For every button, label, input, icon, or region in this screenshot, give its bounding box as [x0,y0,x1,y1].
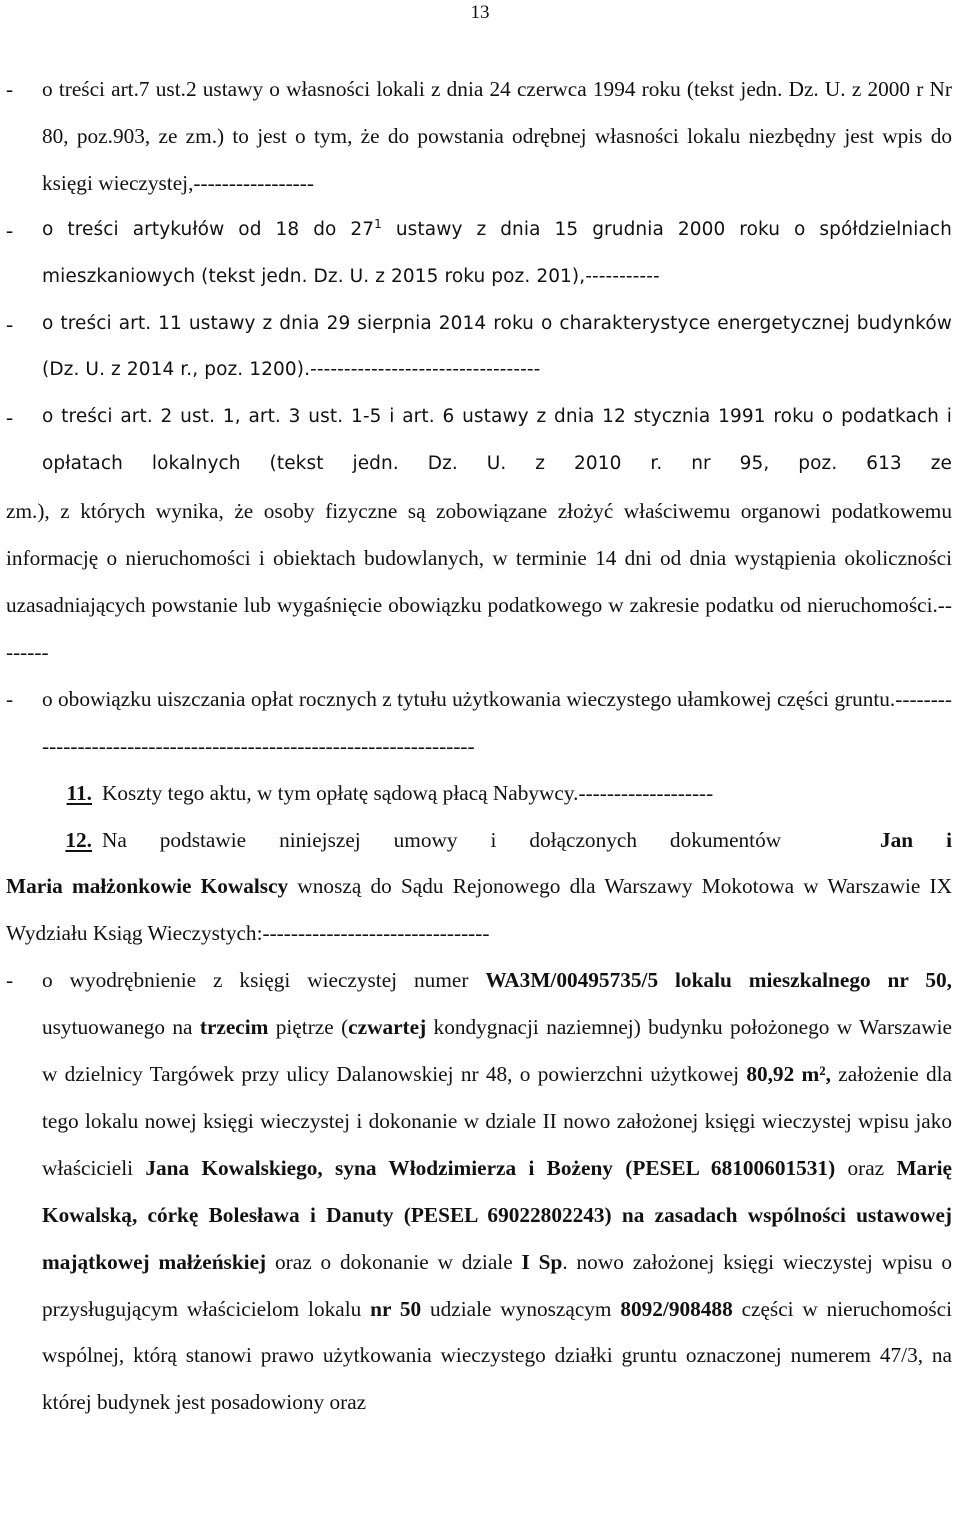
names-part-a: Jan i [879,827,952,852]
list-item-art-7 [6,66,952,207]
list-dash: - [6,311,14,336]
point-tail: wnoszą do Sądu Rejonowego dla Warszawy Mokotowa w Warszawie IX Wydziału Ksiąg Wieczystych:-------------------------------- [6,874,952,946]
list-item-oplaty [6,676,952,770]
text-part-a: o treści artykułów od 18 do 27 [42,218,375,240]
list-item-text: o treści art. 11 ustawy z dnia 29 sierpnia 2014 roku o charakterystyce energetycznej budynków (Dz. U. z 2014 r., poz. 1200).---------------------------------- [42,312,952,381]
list-item-text [42,207,952,301]
page-number: 13 [470,2,490,23]
point-11 [6,770,952,817]
list-dash: - [6,77,14,101]
text-part-b: ustawy z dnia 15 grudnia 2000 roku o spółdzielniach mieszkaniowych (tekst jedn. Dz. U. z 2015 roku poz. 201),----------- [42,218,952,287]
storey: czwartej [348,1015,427,1040]
list-item-text: o wyodrębnienie z księgi wieczystej numer WA3M/00495735/5 lokalu mieszkalnego nr 50, usytuowanego na trzecim piętrze (czwartej kondygnacji naziemnej) budynku położonego w Warszawie w dzielnicy Targówek przy ulicy Dalanowskiej nr 48, o powierzchni użytkowej 80,92 m², założenie dla tego lokalu nowej księgi wieczystej i dokonanie w dziale II nowo założonej księgi wieczystej wpisu jako właścicieli Jana Kowalskiego, syna Włodzimierza i Bożeny (PESEL 68100601531) oraz Marię Kowalską, córkę Bolesława i Danuty (PESEL 69022802243) na zasadach wspólności ustawowej majątkowej małżeńskiej oraz o dokonanie w dziale I Sp. nowo założonej księgi wieczystej wpisu o przysługującym właścicielom lokalu nr 50 udziale wynoszącym 8092/908488 części w nieruchomości wspólnej, którą stanowi prawo użytkowania wieczystego działki gruntu oznaczonej numerem 47/3, na której budynek jest posadowiony oraz [42,968,953,1415]
point-number: 11. [66,780,92,805]
list-dash: - [6,686,14,711]
list-item-text: o treści art.7 ust.2 ustawy o własności lokali z dnia 24 czerwca 1994 roku (tekst jedn. Dz. U. z 2000 r Nr 80, poz.903, ze zm.) to jest o tym, że do powstania odrębnej własności lokalu niezbędny jest wpis do księgi wieczystej,----------------- [42,77,952,195]
names-part-b: Maria małżonkowie Kowalscy [6,874,289,899]
list-item-art-2-6 [6,394,952,488]
share-fraction: 8092/908488 [620,1296,733,1321]
point-number: 12. [65,827,92,852]
point-text: Koszty tego aktu, w tym opłatę sądową płacą Nabywcy.------------------- [102,780,714,805]
point-12 [6,817,952,864]
list-dash: - [6,405,14,430]
land-register-number: WA3M/00495735/5 lokalu mieszkalnego nr 50, [485,968,952,993]
point-text [102,817,952,864]
list-item-text: o obowiązku uiszczania opłat rocznych z tytułu użytkowania wieczystego ułamkowej części gruntu.--------------------------------------------------------------------- [42,686,952,758]
paragraph-continuation: zm.), z których wynika, że osoby fizyczne są zobowiązane złożyć właściwemu organowi podatkowemu informację o nieruchomości i obiektach budowlanych, w terminie 14 dni od dnia wystąpienia okoliczności uzasadniających powstanie lub wygaśnięcie obowiązku podatkowego w zakresie podatku od nieruchomości.-------- [6,499,952,664]
register-section: I Sp [521,1249,563,1274]
point-lead: Na podstawie niniejszej umowy i dołączonych dokumentów [102,827,782,852]
owner-2: Marię Kowalską, córkę Bolesława i Danuty (PESEL 69022802243) na zasadach wspólności ustawowej majątkowej małżeńskiej [42,1155,953,1274]
document-body [6,66,952,1426]
list-item-art-18-27 [6,207,952,301]
list-dash: - [6,217,14,242]
floor: trzecim [199,1015,269,1040]
list-item-art-11 [6,301,952,395]
paragraph-point-12 [6,863,952,957]
unit-number: nr 50 [370,1296,422,1321]
list-dash: - [6,968,14,993]
owner-1: Jana Kowalskiego, syna Włodzimierza i Bożeny (PESEL 68100601531) [145,1155,836,1180]
list-item-wyodrebnienie [6,957,952,1426]
list-item-text: o treści art. 2 ust. 1, art. 3 ust. 1-5 i art. 6 ustawy z dnia 12 stycznia 1991 roku o podatkach i opłatach lokalnych (tekst jedn. Dz. U. z 2010 r. nr 95, poz. 613 ze [42,406,952,475]
usable-area: 80,92 m², [746,1062,831,1087]
superscript: 1 [374,216,382,231]
